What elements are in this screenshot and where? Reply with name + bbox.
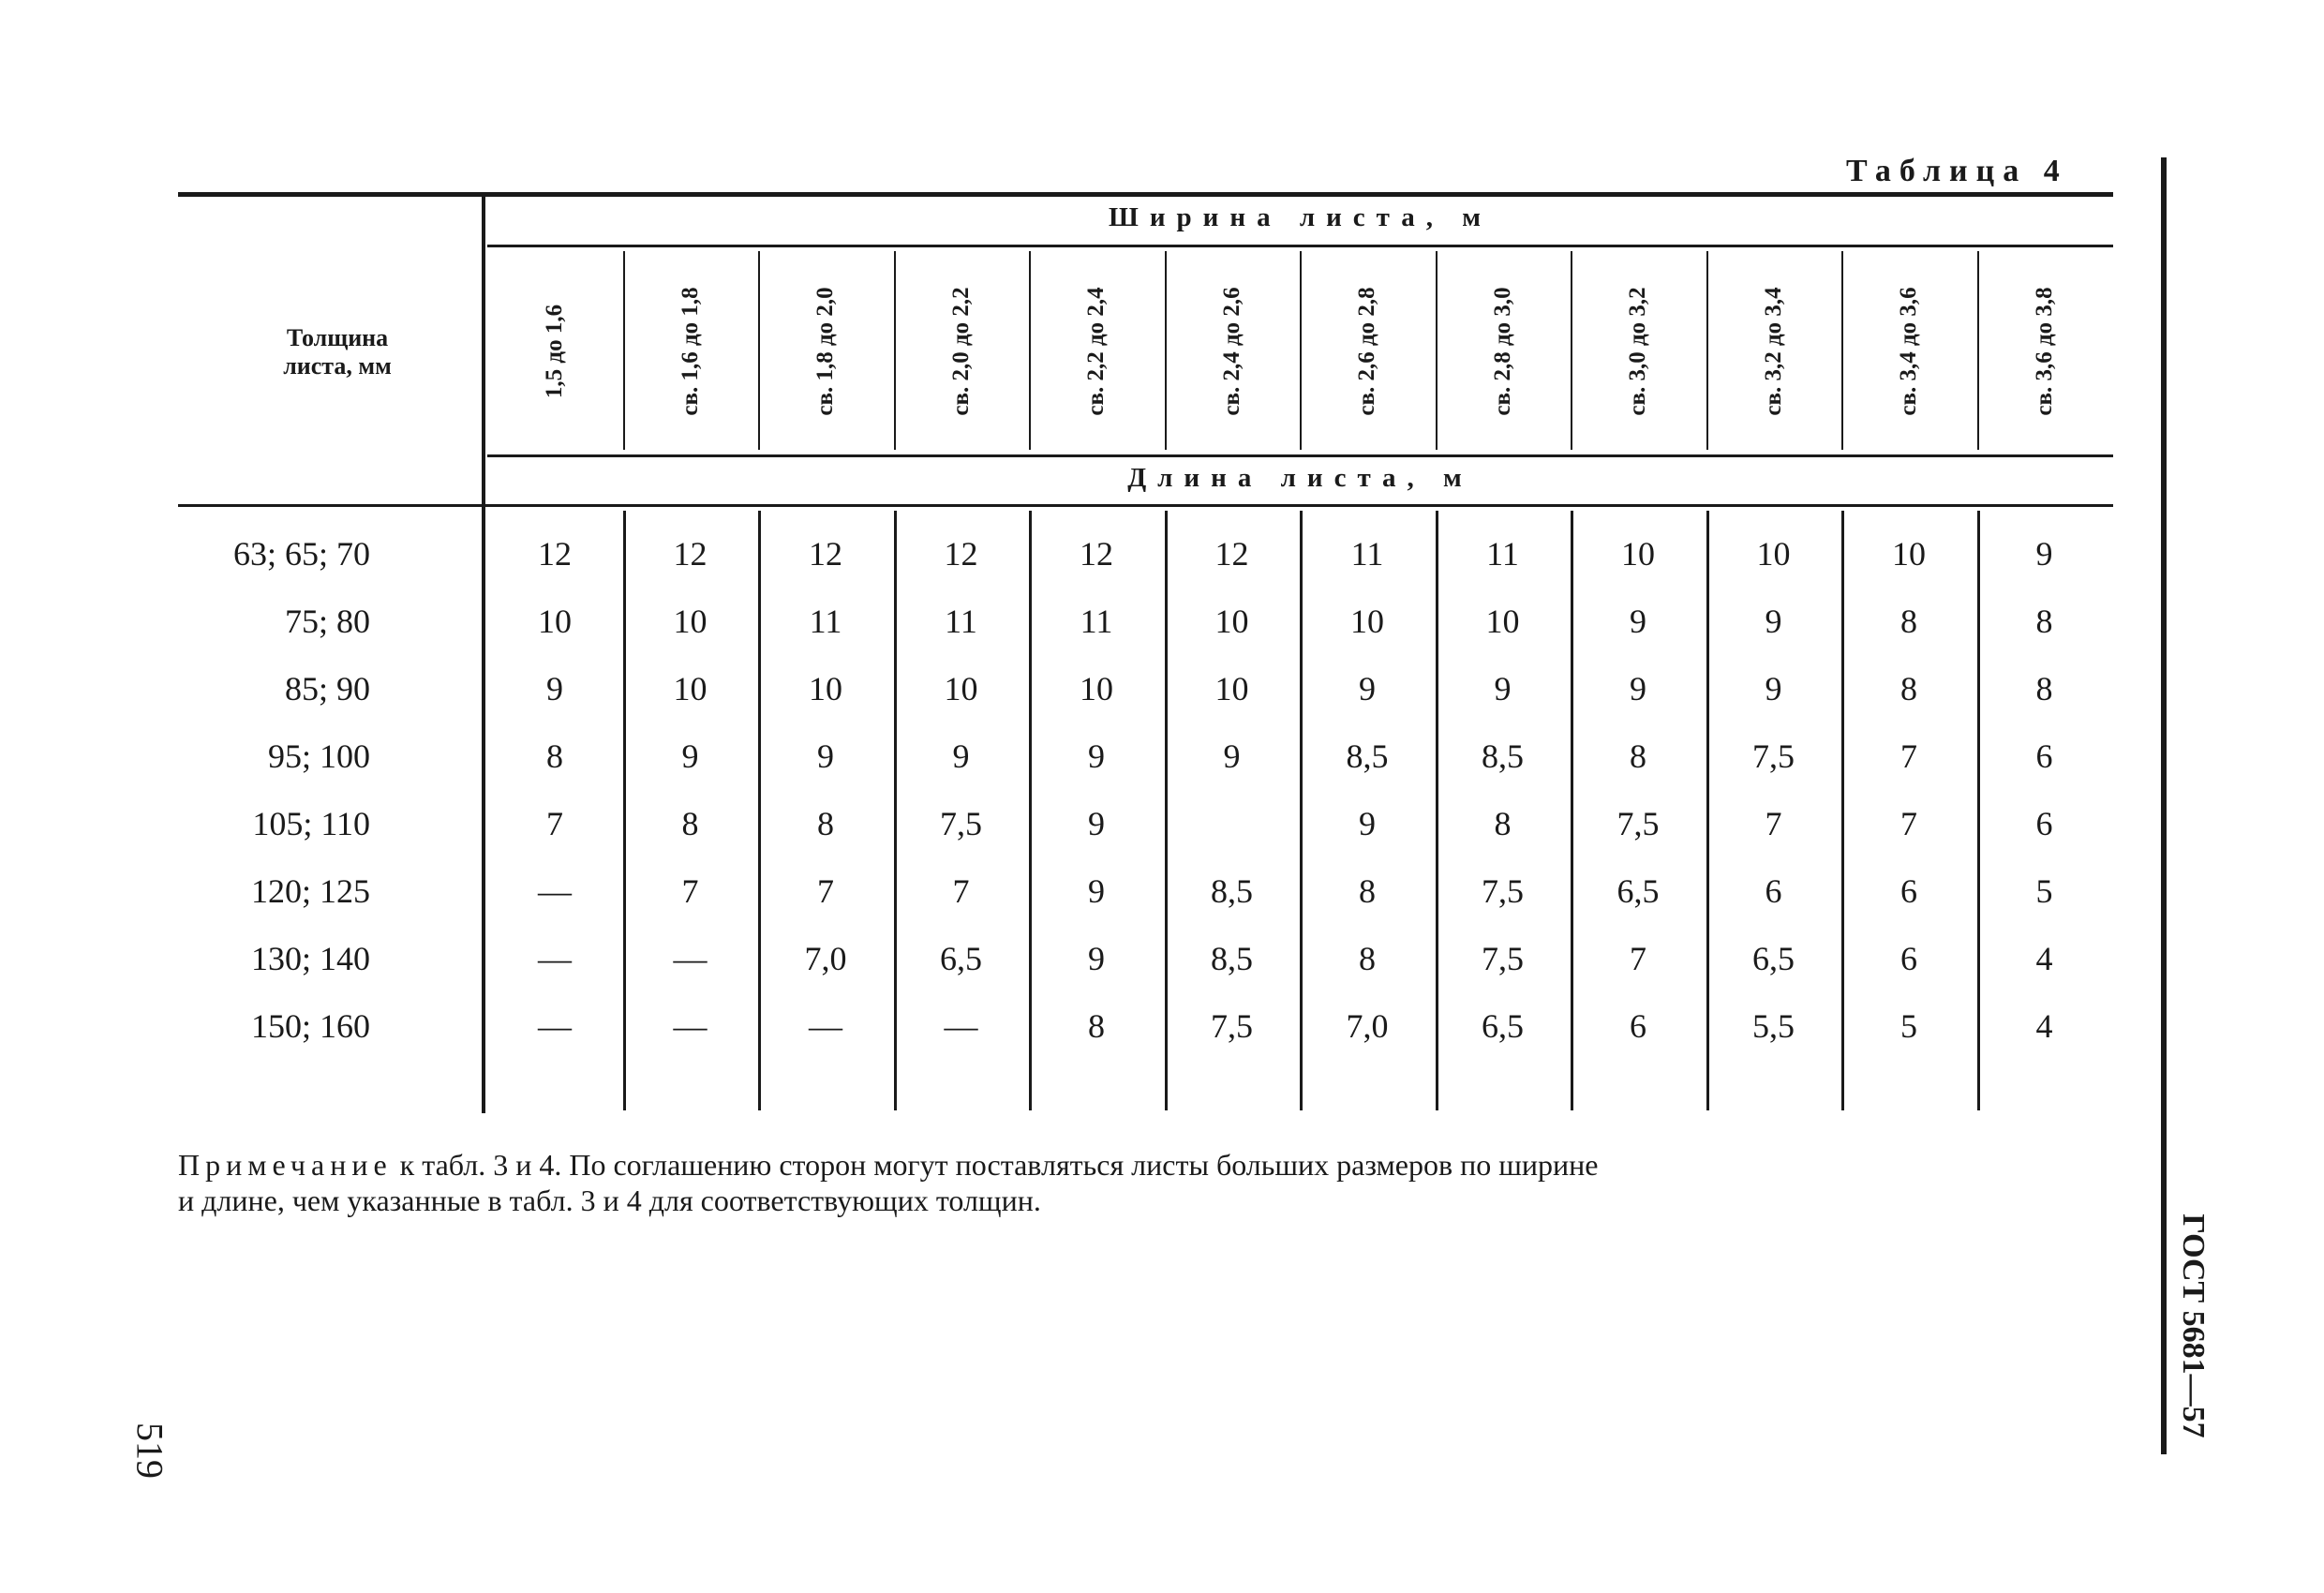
table-cell: — xyxy=(809,1007,842,1045)
table-cell: 5 xyxy=(1900,1007,1917,1045)
table-cell: 4 xyxy=(2035,940,2053,977)
table-cell: 11 xyxy=(809,603,842,640)
table-cell: — xyxy=(944,1007,978,1045)
table-cell: 12 xyxy=(538,535,572,573)
table-cell: — xyxy=(538,1007,572,1045)
table-cell: 6,5 xyxy=(1482,1007,1524,1045)
header-column-divider xyxy=(758,251,760,450)
right-margin-rule xyxy=(2161,157,2167,1454)
table-cell: 7,5 xyxy=(1482,872,1524,910)
table-cell: 9 xyxy=(1088,805,1105,842)
row-thickness: 63; 65; 70 xyxy=(232,535,370,573)
table-cell: 8,5 xyxy=(1346,737,1389,775)
table-cell: 8 xyxy=(1088,1007,1105,1045)
table-cell: — xyxy=(538,872,572,910)
table-cell: 9 xyxy=(1088,872,1105,910)
table-cell: 11 xyxy=(1486,535,1519,573)
table-cell: 7 xyxy=(817,872,834,910)
note-line-1-text: к табл. 3 и 4. По соглашению сторон могут поставляться листы больших размеров по ширине xyxy=(392,1148,1599,1182)
length-header: Длина листа, м xyxy=(1127,463,1473,493)
table-cell: 9 xyxy=(1088,737,1105,775)
table-cell: 5,5 xyxy=(1752,1007,1795,1045)
header-column-divider xyxy=(1300,251,1302,450)
table-cell: 7,0 xyxy=(804,940,847,977)
page-number: 519 xyxy=(128,1422,171,1479)
width-column-label: св. 3,4 до 3,6 xyxy=(1896,287,1922,416)
table-cell: 7,5 xyxy=(1211,1007,1253,1045)
table-cell: 9 xyxy=(1765,670,1782,707)
width-column-label: св. 1,8 до 2,0 xyxy=(812,287,839,416)
table-cell: 6 xyxy=(2035,737,2053,775)
table-cell: 9 xyxy=(1088,940,1105,977)
body-top-rule xyxy=(178,504,2113,507)
table-cell: 12 xyxy=(673,535,708,573)
table-cell: 6 xyxy=(1765,872,1782,910)
table-cell: 8 xyxy=(1900,603,1917,640)
table-cell: 8 xyxy=(2035,603,2053,640)
table-cell: 10 xyxy=(1485,603,1520,640)
width-column-label: св. 1,6 до 1,8 xyxy=(677,287,703,416)
width-column-label: св. 2,8 до 3,0 xyxy=(1489,287,1515,416)
table-cell: 6 xyxy=(1900,940,1917,977)
table-cell: 9 xyxy=(2035,535,2053,573)
table-cell: 8 xyxy=(546,737,563,775)
table-cell: 7,0 xyxy=(1346,1007,1389,1045)
table-cell: 9 xyxy=(1765,603,1782,640)
table-cell: 12 xyxy=(1080,535,1113,573)
row-thickness: 150; 160 xyxy=(250,1007,370,1045)
row-thickness: 120; 125 xyxy=(250,872,370,910)
table-cell: 7,5 xyxy=(1752,737,1795,775)
table-cell: 10 xyxy=(1214,603,1249,640)
table-cell: 6 xyxy=(1900,872,1917,910)
table-cell: 8 xyxy=(1359,940,1376,977)
table-cell: 7 xyxy=(546,805,563,842)
header-column-divider xyxy=(894,251,896,450)
table-cell: 8 xyxy=(1494,805,1512,842)
header-column-divider xyxy=(623,251,625,450)
table-cell: 12 xyxy=(809,535,842,573)
header-column-divider xyxy=(1165,251,1167,450)
table-cell: 7,5 xyxy=(1482,940,1524,977)
table-cell: 8 xyxy=(817,805,834,842)
width-header-rule xyxy=(487,245,2113,247)
table-cell: 10 xyxy=(538,603,572,640)
row-thickness: 130; 140 xyxy=(250,940,370,977)
note-line-2: и длине, чем указанные в табл. 3 и 4 для соответствующих толщин. xyxy=(178,1184,1041,1217)
table-cell: 6 xyxy=(1630,1007,1646,1045)
table-cell: 7,5 xyxy=(1616,805,1660,842)
header-column-divider xyxy=(1029,251,1031,450)
length-header-rule-top xyxy=(487,454,2113,457)
table-cell: 10 xyxy=(944,670,978,707)
table-cell: 10 xyxy=(1080,670,1113,707)
width-column-label: св. 2,6 до 2,8 xyxy=(1354,287,1380,416)
width-column-label: 1,5 до 1,6 xyxy=(542,304,568,399)
table-cell: 7 xyxy=(952,872,970,910)
table-cell: 7 xyxy=(1630,940,1646,977)
table-cell: 12 xyxy=(944,535,978,573)
width-column-label: св. 2,4 до 2,6 xyxy=(1218,287,1244,416)
table-cell: 10 xyxy=(1214,670,1249,707)
table-cell: 9 xyxy=(817,737,834,775)
gost-label: ГОСТ 5681—57 xyxy=(2176,1213,2211,1438)
table-cell: 10 xyxy=(1621,535,1655,573)
left-divider xyxy=(482,197,485,1113)
table-cell: 8 xyxy=(1359,872,1376,910)
table-cell: — xyxy=(673,940,708,977)
table-cell: 8 xyxy=(2035,670,2053,707)
table-cell: 10 xyxy=(1756,535,1791,573)
table-cell: 8,5 xyxy=(1482,737,1524,775)
table-cell: 9 xyxy=(1359,670,1376,707)
table-cell: 8,5 xyxy=(1211,940,1253,977)
thickness-header: Толщина листа, мм xyxy=(283,324,392,380)
table-cell: 6 xyxy=(2035,805,2053,842)
header-column-divider xyxy=(1977,251,1979,450)
table-cell: 7 xyxy=(1900,737,1917,775)
table-title: Таблица 4 xyxy=(1846,154,2068,188)
table-cell: 10 xyxy=(1892,535,1926,573)
table-cell: 7 xyxy=(1900,805,1917,842)
table-cell: 5 xyxy=(2035,872,2053,910)
table-cell: 7,5 xyxy=(940,805,982,842)
table-cell: 10 xyxy=(673,670,708,707)
table-cell: 8 xyxy=(1630,737,1646,775)
note-lead: Примечание xyxy=(178,1148,393,1182)
table-cell: 7 xyxy=(681,872,699,910)
table-cell: 10 xyxy=(673,603,708,640)
table-cell: 9 xyxy=(1223,737,1241,775)
row-thickness: 105; 110 xyxy=(252,805,370,842)
width-column-label: св. 2,2 до 2,4 xyxy=(1083,287,1110,416)
table-cell: 12 xyxy=(1214,535,1249,573)
table-cell: 9 xyxy=(681,737,699,775)
table-cell: 4 xyxy=(2035,1007,2053,1045)
table-cell: 10 xyxy=(809,670,842,707)
row-thickness: 95; 100 xyxy=(267,737,370,775)
row-thickness: 85; 90 xyxy=(284,670,370,707)
header-column-divider xyxy=(1841,251,1843,450)
header-column-divider xyxy=(1571,251,1572,450)
table-cell: 8,5 xyxy=(1211,872,1253,910)
table-cell: — xyxy=(673,1007,708,1045)
table-cell: 9 xyxy=(952,737,970,775)
table-cell: 8 xyxy=(1900,670,1917,707)
table-cell: 11 xyxy=(1350,535,1384,573)
note-line-1 xyxy=(178,1147,1598,1183)
table-cell: 6,5 xyxy=(1752,940,1795,977)
table-cell: 8 xyxy=(681,805,699,842)
table-cell: 10 xyxy=(1350,603,1384,640)
width-column-label: св. 3,2 до 3,4 xyxy=(1760,287,1786,416)
table-cell: — xyxy=(538,940,572,977)
width-column-label: св. 2,0 до 2,2 xyxy=(947,287,974,416)
width-header: Ширина листа, м xyxy=(1108,202,1493,232)
table-cell: 9 xyxy=(1630,670,1646,707)
width-column-label: св. 3,0 до 3,2 xyxy=(1625,287,1651,416)
table-cell: 6,5 xyxy=(1616,872,1660,910)
width-column-label: св. 3,6 до 3,8 xyxy=(2031,287,2057,416)
table-cell: 9 xyxy=(546,670,563,707)
header-column-divider xyxy=(1436,251,1438,450)
table-cell: 9 xyxy=(1359,805,1376,842)
header-column-divider xyxy=(1706,251,1708,450)
table-cell: 9 xyxy=(1630,603,1646,640)
table-cell: 9 xyxy=(1494,670,1512,707)
table-cell: 11 xyxy=(1080,603,1113,640)
row-thickness: 75; 80 xyxy=(284,603,370,640)
table-cell: 11 xyxy=(945,603,977,640)
table-top-rule xyxy=(178,192,2113,197)
table-note xyxy=(178,1147,1598,1218)
table-cell: 7 xyxy=(1765,805,1782,842)
table-cell: 6,5 xyxy=(940,940,982,977)
